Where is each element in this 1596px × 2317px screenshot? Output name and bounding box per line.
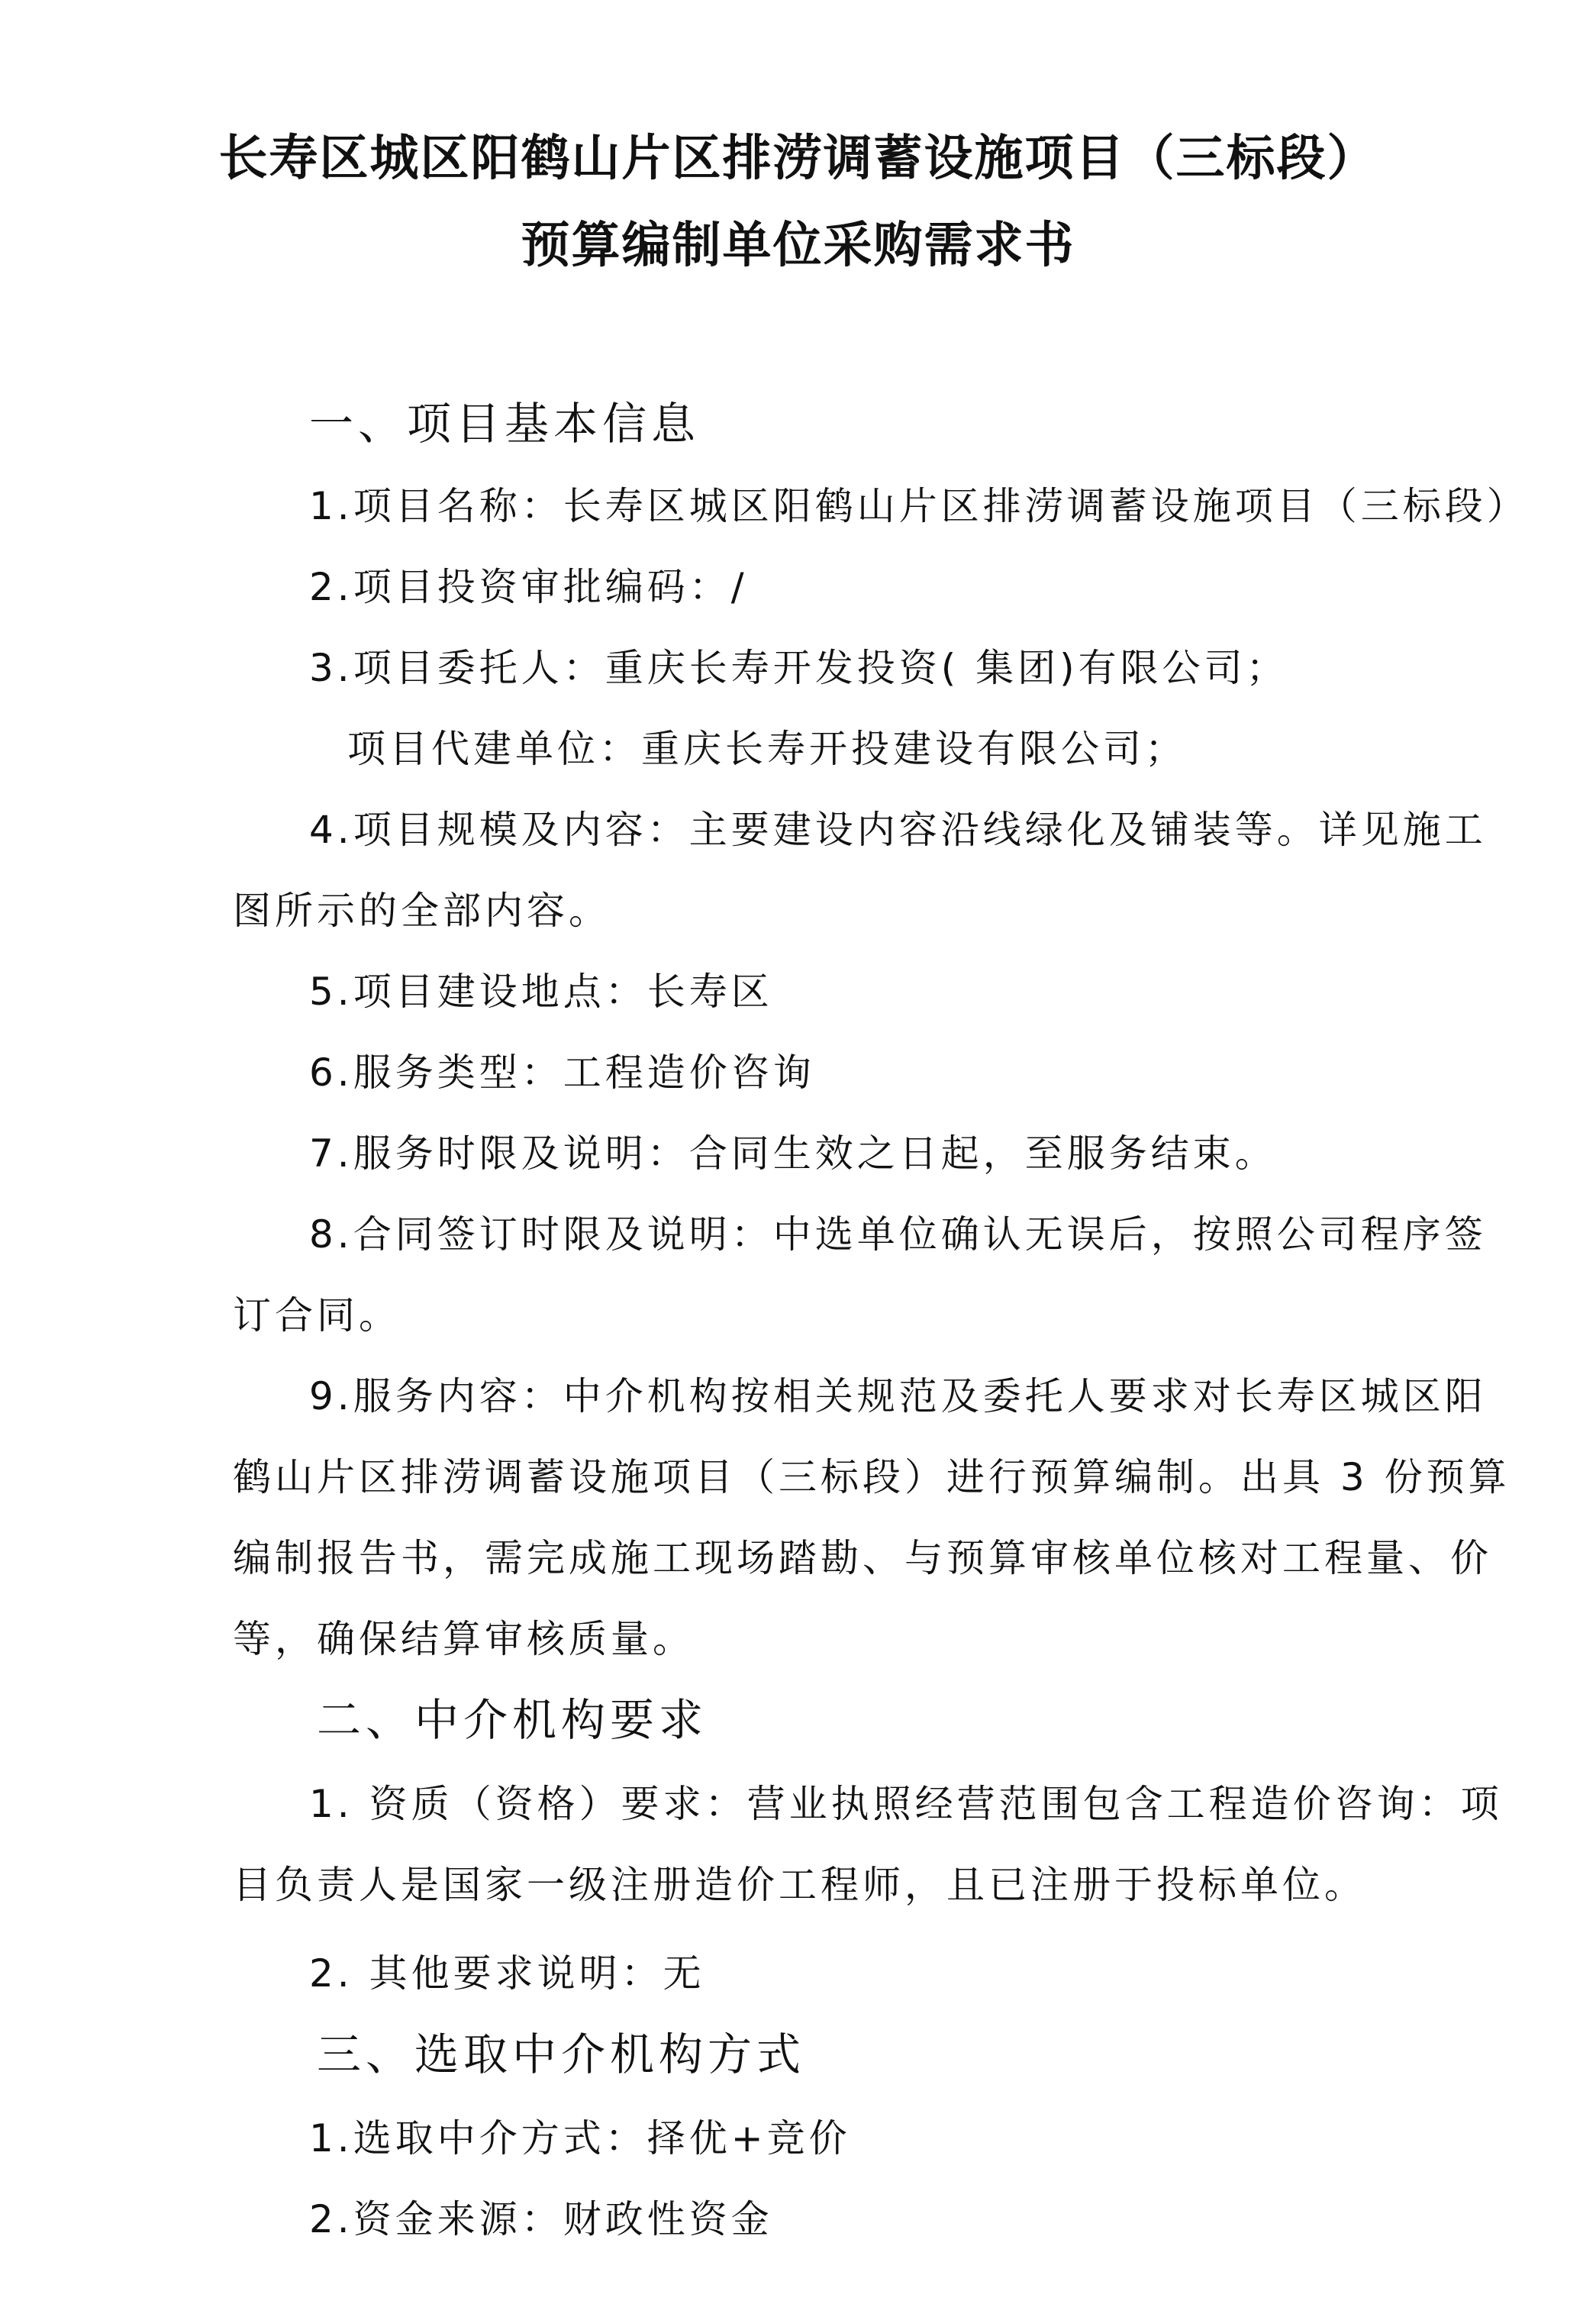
paragraph-line: 1.项目名称：长寿区城区阳鹤山片区排涝调蓄设施项目（三标段） bbox=[309, 484, 1529, 528]
paragraph-line: 2.资金来源：财政性资金 bbox=[309, 2197, 773, 2241]
document-title-line-2: 预算编制单位采购需求书 bbox=[521, 217, 1075, 274]
paragraph-line: 6.服务类型：工程造价咨询 bbox=[309, 1050, 815, 1095]
paragraph-line: 4.项目规模及内容：主要建设内容沿线绿化及铺装等。详见施工 bbox=[309, 808, 1487, 852]
paragraph-line: 项目代建单位：重庆长寿开投建设有限公司； bbox=[347, 727, 1187, 771]
paragraph-line: 图所示的全部内容。 bbox=[233, 889, 611, 933]
section-heading-agency-requirements: 二、中介机构要求 bbox=[317, 1694, 708, 1746]
document-title-line-1: 长寿区城区阳鹤山片区排涝调蓄设施项目（三标段） bbox=[218, 130, 1378, 187]
paragraph-line: 3.项目委托人：重庆长寿开发投资( 集团)有限公司； bbox=[309, 646, 1288, 690]
paragraph-line: 1.选取中介方式：择优+竞价 bbox=[309, 2116, 851, 2160]
paragraph-line: 9.服务内容：中介机构按相关规范及委托人要求对长寿区城区阳 bbox=[309, 1374, 1487, 1418]
paragraph-line: 编制报告书，需完成施工现场踏勘、与预算审核单位核对工程量、价 bbox=[233, 1536, 1492, 1580]
paragraph-line: 7.服务时限及说明：合同生效之日起，至服务结束。 bbox=[309, 1131, 1277, 1176]
paragraph-line: 5.项目建设地点：长寿区 bbox=[309, 970, 773, 1014]
paragraph-line: 鹤山片区排涝调蓄设施项目（三标段）进行预算编制。出具 3 份预算 bbox=[233, 1455, 1511, 1499]
paragraph-line: 8.合同签订时限及说明：中选单位确认无误后，按照公司程序签 bbox=[309, 1212, 1487, 1257]
paragraph-line: 订合同。 bbox=[233, 1293, 401, 1338]
section-heading-basic-info: 一、项目基本信息 bbox=[309, 398, 701, 450]
paragraph-line: 2.项目投资审批编码：/ bbox=[309, 565, 748, 609]
paragraph-line: 1. 资质（资格）要求：营业执照经营范围包含工程造价咨询：项 bbox=[309, 1782, 1503, 1826]
paragraph-line: 目负责人是国家一级注册造价工程师，且已注册于投标单位。 bbox=[233, 1863, 1366, 1907]
paragraph-line: 2. 其他要求说明：无 bbox=[309, 1951, 705, 1996]
section-heading-selection-method: 三、选取中介机构方式 bbox=[317, 2028, 806, 2080]
paragraph-line: 等，确保结算审核质量。 bbox=[233, 1617, 695, 1661]
